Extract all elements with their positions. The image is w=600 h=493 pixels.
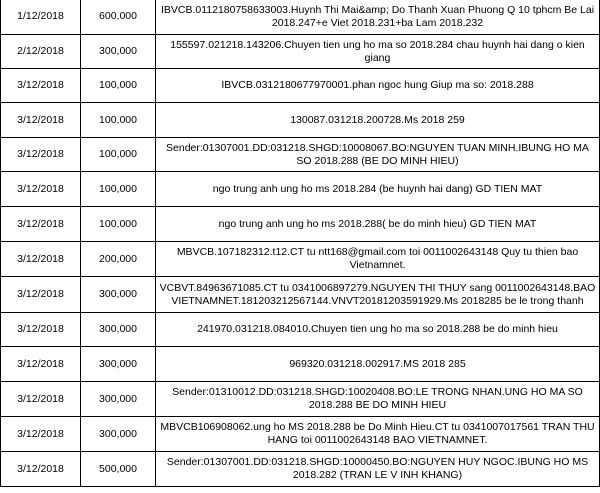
description-cell: 155597.021218.143206.Chuyen tien ung ho ma so 2018.284 chau huynh hai dang o kien giang [156, 35, 600, 69]
description-cell: ngo trung anh ung ho ms 2018.284 (be huynh hai dang) GD TIEN MAT [156, 172, 600, 207]
table-row [1, 35, 600, 69]
description-cell: MBVCB.107182312.t12.CT tu ntt168@gmail.com toi 0011002643148 Quy tu thien bao Vietnamnet. [156, 242, 600, 277]
amount-cell: 300,000 [81, 347, 156, 382]
date-cell: 3/12/2018 [1, 103, 81, 138]
description-cell: 969320.031218.002917.MS 2018 285 [156, 347, 600, 382]
date-cell: 3/12/2018 [1, 138, 81, 172]
amount-cell: 300,000 [81, 313, 156, 347]
amount-cell: 100,000 [81, 138, 156, 172]
date-cell: 3/12/2018 [1, 382, 81, 417]
amount-cell: 100,000 [81, 172, 156, 207]
date-cell: 1/12/2018 [1, 0, 81, 35]
amount-cell: 300,000 [81, 417, 156, 452]
description-cell: 130087.031218.200728.Ms 2018 259 [156, 103, 600, 138]
table-row [1, 417, 600, 452]
description-cell: Sender:01307001.DD:031218.SHGD:10000450.BO:NGUYEN HUY NGOC.IBUNG HO MS 2018.282 (TRAN LE V INH KHANG) [156, 452, 600, 487]
date-cell: 3/12/2018 [1, 69, 81, 103]
date-cell: 3/12/2018 [1, 417, 81, 452]
table-row [1, 242, 600, 277]
description-cell: MBVCB106908062.ung ho MS 2018.288 be Do Minh Hieu.CT tu 0341007017561 TRAN THU HANG toi 0011002643148 BAO VIETNAMNET. [156, 417, 600, 452]
date-cell: 3/12/2018 [1, 277, 81, 313]
amount-cell: 200,000 [81, 242, 156, 277]
table-row [1, 0, 600, 35]
table-row [1, 69, 600, 103]
amount-cell: 500,000 [81, 452, 156, 487]
amount-cell: 100,000 [81, 103, 156, 138]
description-cell: Sender:01310012.DD:031218.SHGD:10020408.BO:LE TRONG NHAN.UNG HO MA SO 2018.288 BE DO MINH HIEU [156, 382, 600, 417]
table-row [1, 207, 600, 242]
date-cell: 3/12/2018 [1, 242, 81, 277]
amount-cell: 300,000 [81, 35, 156, 69]
date-cell: 3/12/2018 [1, 207, 81, 242]
description-cell: IBVCB.0112180758633003.Huynh Thi Mai&amp; Do Thanh Xuan Phuong Q 10 tphcm Be Lai 2018.247+e Viet 2018.231+ba Lam 2018.232 [156, 0, 600, 35]
amount-cell: 600,000 [81, 0, 156, 35]
amount-cell: 100,000 [81, 207, 156, 242]
description-cell: VCBVT.84963671085.CT tu 0341006897279.NGUYEN THI THUY sang 0011002643148.BAO VIETNAMNET.181203212567144.VNVT20181203591929.Ms 2018285 be le trong thanh [156, 277, 600, 313]
table-row [1, 313, 600, 347]
date-cell: 3/12/2018 [1, 172, 81, 207]
table-row [1, 347, 600, 382]
table-row [1, 138, 600, 172]
description-cell: 241970.031218.084010.Chuyen tien ung ho ma so 2018.288 be do minh hieu [156, 313, 600, 347]
table-row [1, 277, 600, 313]
description-cell: Sender:01307001.DD:031218.SHGD:10008067.BO:NGUYEN TUAN MINH.IBUNG HO MA SO 2018.288 (BE DO MINH HIEU) [156, 138, 600, 172]
description-cell: ngo trung anh ung ho ms 2018.288( be do minh hieu) GD TIEN MAT [156, 207, 600, 242]
amount-cell: 300,000 [81, 277, 156, 313]
table-row [1, 452, 600, 487]
table-row [1, 172, 600, 207]
date-cell: 2/12/2018 [1, 35, 81, 69]
date-cell: 3/12/2018 [1, 347, 81, 382]
date-cell: 3/12/2018 [1, 313, 81, 347]
amount-cell: 100,000 [81, 69, 156, 103]
date-cell: 3/12/2018 [1, 452, 81, 487]
description-cell: IBVCB.0312180677970001.phan ngoc hung Giup ma so: 2018.288 [156, 69, 600, 103]
table-row [1, 382, 600, 417]
table-row [1, 103, 600, 138]
amount-cell: 300,000 [81, 382, 156, 417]
